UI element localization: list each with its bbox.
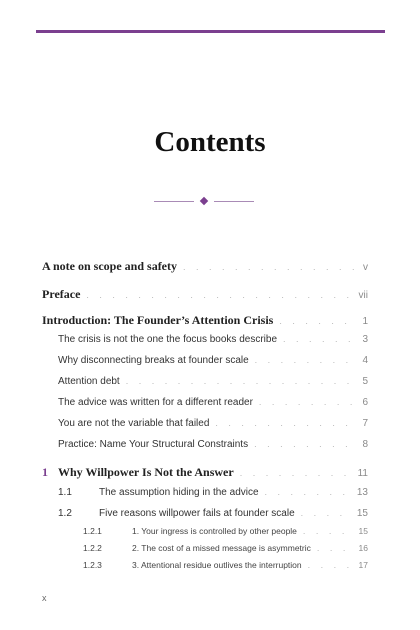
title-ornament bbox=[0, 197, 420, 207]
toc-entry-label: A note on scope and safety bbox=[42, 259, 178, 273]
toc-entry-page: 5 bbox=[362, 376, 368, 387]
dot-leader bbox=[259, 397, 357, 407]
toc-entry-page: 11 bbox=[357, 468, 368, 479]
dot-leader bbox=[283, 334, 356, 344]
dot-leader bbox=[86, 290, 352, 300]
toc-entry-introduction[interactable] bbox=[42, 313, 368, 328]
toc-entry-label: Why Willpower Is Not the Answer bbox=[58, 465, 234, 479]
dot-leader bbox=[303, 526, 353, 536]
toc-entry-page: 15 bbox=[358, 526, 368, 536]
toc-entry-intro-section[interactable] bbox=[58, 418, 368, 429]
dot-leader bbox=[215, 418, 356, 428]
toc-entry-subsection-1-2-3[interactable] bbox=[83, 560, 368, 570]
dot-leader bbox=[265, 487, 351, 497]
diamond-icon bbox=[200, 197, 208, 205]
toc-entry-label: 1. Your ingress is controlled by other people bbox=[132, 526, 297, 536]
dot-leader bbox=[308, 560, 353, 570]
toc-entry-page: 4 bbox=[362, 355, 368, 366]
subsection-number: 1.2.3 bbox=[83, 560, 102, 570]
top-rule bbox=[36, 30, 385, 33]
subsection-number: 1.2.1 bbox=[83, 526, 102, 536]
toc-entry-subsection-1-2-2[interactable] bbox=[83, 543, 368, 553]
toc-entry-page: 15 bbox=[356, 508, 368, 519]
toc-entry-label: Preface bbox=[42, 287, 81, 301]
toc-entry-chapter-1[interactable] bbox=[42, 465, 368, 480]
dot-leader bbox=[126, 376, 357, 386]
section-number: 1.1 bbox=[58, 487, 72, 498]
dot-leader bbox=[240, 468, 352, 478]
toc-entry-intro-section[interactable] bbox=[58, 439, 368, 450]
chapter-number: 1 bbox=[42, 465, 48, 479]
toc-entry-scope-and-safety[interactable] bbox=[42, 259, 368, 274]
dot-leader bbox=[301, 508, 351, 518]
toc-entry-page: 8 bbox=[362, 439, 368, 450]
toc-entry-preface[interactable] bbox=[42, 287, 368, 302]
dot-leader bbox=[183, 262, 357, 272]
toc-entry-label: Five reasons willpower fails at founder scale bbox=[99, 508, 295, 519]
toc-entry-subsection-1-2-1[interactable] bbox=[83, 526, 368, 536]
toc-entry-page: 17 bbox=[358, 560, 368, 570]
toc-entry-intro-section[interactable] bbox=[58, 355, 368, 366]
toc-entry-label: You are not the variable that failed bbox=[58, 418, 210, 429]
toc-entry-label: Attention debt bbox=[58, 376, 120, 387]
section-number: 1.2 bbox=[58, 508, 72, 519]
ornament-line-right bbox=[214, 201, 254, 202]
toc-entry-page: 13 bbox=[356, 487, 368, 498]
toc-entry-label: Introduction: The Founder’s Attention Crisis bbox=[42, 313, 274, 327]
dot-leader bbox=[254, 439, 356, 449]
toc-entry-page: 3 bbox=[362, 334, 368, 345]
toc-entry-label: Practice: Name Your Structural Constraints bbox=[58, 439, 249, 450]
page-title: Contents bbox=[154, 126, 266, 158]
dot-leader bbox=[279, 316, 356, 326]
toc-entry-section-1-2[interactable] bbox=[58, 508, 368, 519]
toc-entry-intro-section[interactable] bbox=[58, 397, 368, 408]
dot-leader bbox=[255, 355, 357, 365]
toc-entry-page: 16 bbox=[358, 543, 368, 553]
dot-leader bbox=[317, 543, 353, 553]
page-folio: x bbox=[42, 593, 47, 603]
toc-entry-page: 6 bbox=[362, 397, 368, 408]
toc-entry-label: The advice was written for a different reader bbox=[58, 397, 253, 408]
toc-entry-intro-section[interactable] bbox=[58, 376, 368, 387]
toc-entry-label: 3. Attentional residue outlives the interruption bbox=[132, 560, 302, 570]
toc-entry-page: v bbox=[363, 262, 368, 273]
subsection-number: 1.2.2 bbox=[83, 543, 102, 553]
toc-entry-label: 2. The cost of a missed message is asymmetric bbox=[132, 543, 311, 553]
ornament-line-left bbox=[154, 201, 194, 202]
toc-entry-intro-section[interactable] bbox=[58, 334, 368, 345]
toc-entry-page: 1 bbox=[362, 316, 368, 327]
toc-entry-page: vii bbox=[358, 290, 368, 301]
toc-entry-label: The assumption hiding in the advice bbox=[99, 487, 259, 498]
toc-entry-section-1-1[interactable] bbox=[58, 487, 368, 498]
toc-entry-page: 7 bbox=[362, 418, 368, 429]
toc-entry-label: Why disconnecting breaks at founder scale bbox=[58, 355, 249, 366]
toc-entry-label: The crisis is not the one the focus books describe bbox=[58, 334, 278, 345]
